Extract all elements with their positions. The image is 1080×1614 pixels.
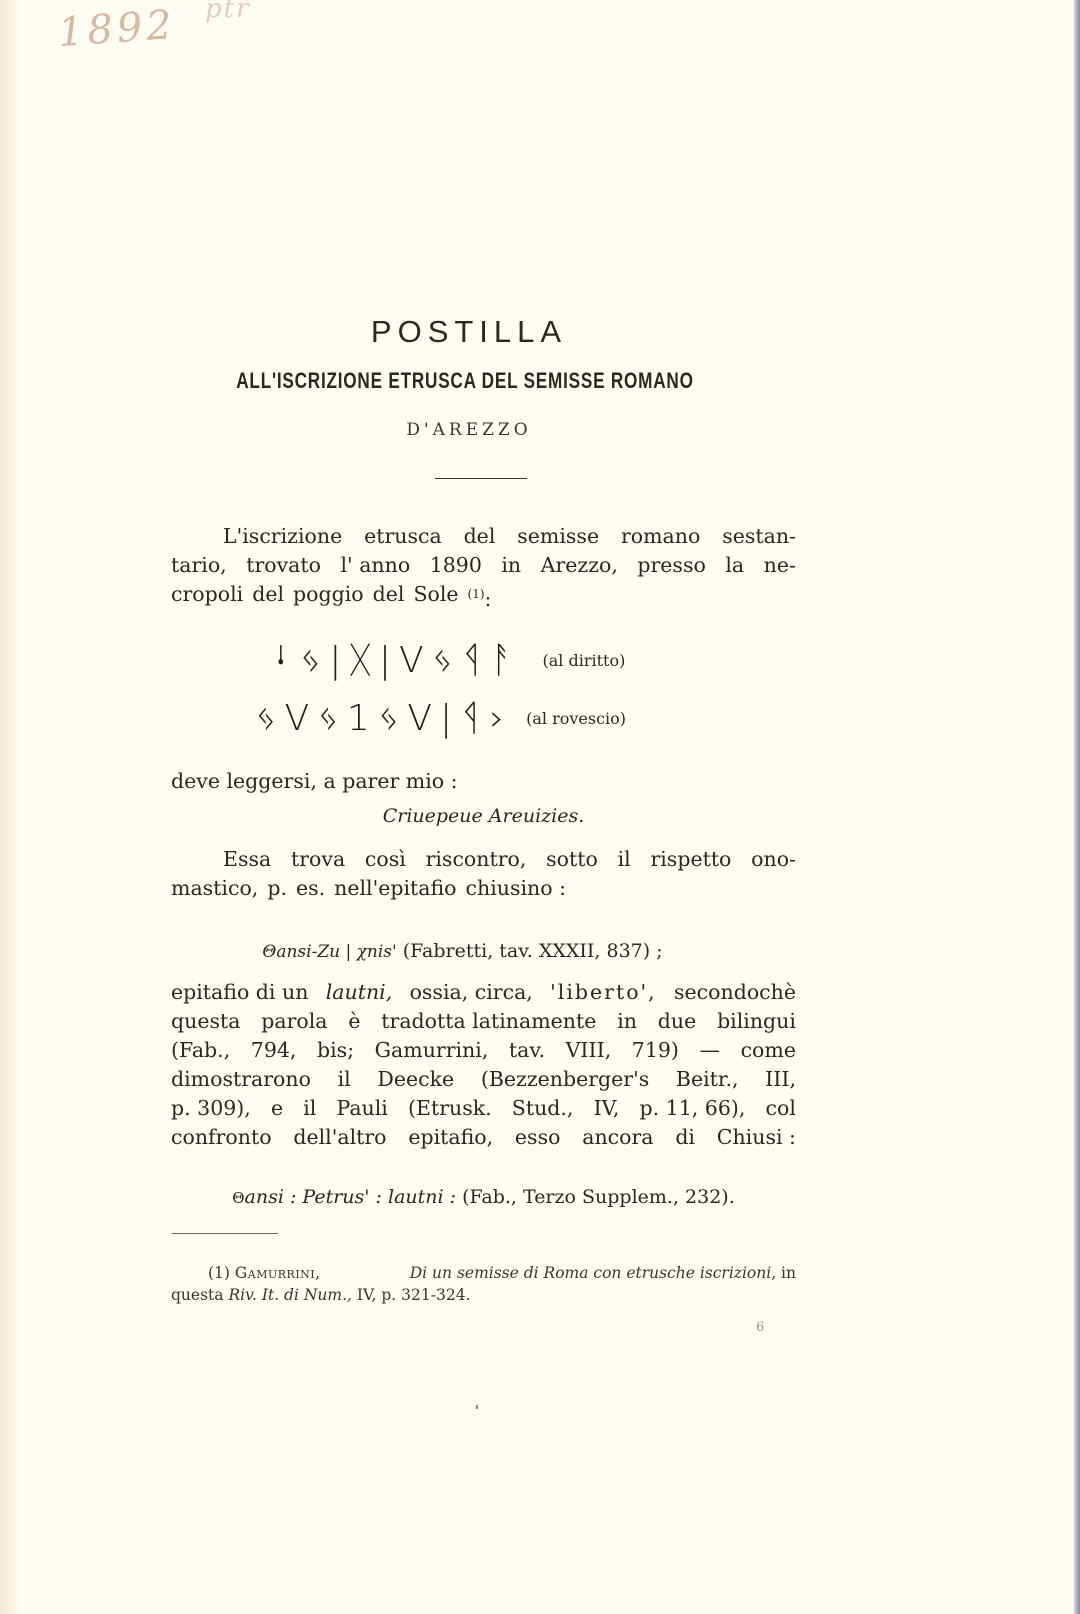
epitaph-text: Θansi-Zu | χnis'	[262, 942, 397, 962]
text-segment: secondochè	[674, 980, 796, 1004]
word: p. 309),	[171, 1096, 251, 1120]
epitaph-text: ansi : Petrus' : lautni :	[244, 1186, 457, 1208]
word: ne-	[763, 553, 796, 577]
italic-term: lautni,	[325, 980, 393, 1004]
page-subtitle: ALL'ISCRIZIONE ETRUSCA DEL SEMISSE ROMANO	[236, 368, 694, 393]
word: romano	[620, 524, 701, 548]
text-segment: ossia, circa,	[409, 980, 533, 1004]
word: nell'epitafio	[334, 876, 457, 900]
page-title: POSTILLA	[370, 314, 568, 349]
word: di	[675, 1125, 695, 1149]
word: III,	[765, 1067, 796, 1091]
word: del	[463, 524, 496, 548]
footnote-author: Gamurrini,	[234, 1264, 321, 1282]
text-line: deve leggersi, a parer mio :	[171, 769, 458, 793]
word: l' anno	[340, 553, 411, 577]
page-number: 6	[756, 1320, 765, 1335]
text-segment: IV, p. 321-324.	[356, 1286, 471, 1304]
text-line	[171, 874, 796, 903]
epitaph-example-2	[171, 1186, 796, 1208]
epitaph-citation: (Fab., Terzo Supplem., 232).	[462, 1186, 735, 1208]
word: è	[348, 1009, 361, 1033]
epitaph-example-1	[150, 940, 775, 962]
footnote-work-title: Di un semisse di Roma con etrusche iscrizioni	[409, 1264, 772, 1282]
word: dell'altro	[293, 1125, 387, 1149]
word: sotto	[546, 847, 598, 871]
paragraph-4	[171, 978, 796, 1152]
word: Sole	[413, 582, 459, 606]
word: come	[740, 1038, 796, 1062]
footnote-number: (1)	[208, 1264, 230, 1282]
text-segment: epitafio di un	[171, 980, 309, 1004]
word: rispetto	[650, 847, 732, 871]
inscription-label: (al rovescio)	[526, 709, 627, 728]
handwritten-margin-note: ptr	[205, 0, 251, 24]
word: la	[725, 553, 745, 577]
word: in	[501, 553, 522, 577]
title-divider	[435, 478, 527, 479]
word: Beitr.,	[675, 1067, 739, 1091]
text-segment: questa	[171, 1286, 224, 1304]
scan-speck	[476, 1405, 478, 1409]
etruscan-reading: Criuepeue Areuizies.	[382, 805, 585, 827]
word: (Etrusk.	[408, 1096, 492, 1120]
word: Essa	[223, 847, 272, 871]
word: (Bezzenberger's	[480, 1067, 650, 1091]
word: questa	[171, 1009, 241, 1033]
scan-left-shadow	[0, 0, 22, 1614]
word: cropoli	[171, 582, 244, 606]
text-line	[171, 1036, 796, 1065]
word: tario,	[171, 553, 227, 577]
word: col	[765, 1096, 796, 1120]
paragraph-2	[171, 767, 796, 796]
footnote-divider	[172, 1233, 278, 1234]
text-line	[171, 1065, 796, 1094]
word: L'iscrizione	[223, 524, 343, 548]
word: due	[657, 1009, 697, 1033]
word: trova	[290, 847, 346, 871]
inscription-obverse	[270, 640, 625, 681]
inscription-reverse	[255, 698, 626, 739]
text-line	[171, 1094, 796, 1123]
word: p.	[267, 876, 287, 900]
word: Deecke	[377, 1067, 455, 1091]
word: il	[303, 1096, 317, 1120]
word: bilingui	[717, 1009, 796, 1033]
word: Chiusi :	[716, 1125, 796, 1149]
word: tradotta latinamente	[381, 1009, 597, 1033]
word: Arezzo,	[540, 553, 618, 577]
text-line	[171, 978, 796, 1007]
word: IV,	[593, 1096, 620, 1120]
word: bis;	[317, 1038, 355, 1062]
word: poggio	[293, 582, 364, 606]
theta-glyph: Θ	[232, 1189, 245, 1207]
word: tav.	[508, 1038, 546, 1062]
word: così	[364, 847, 406, 871]
word: riscontro,	[425, 847, 527, 871]
word: esso	[514, 1125, 561, 1149]
paragraph-1	[171, 522, 796, 614]
handwritten-margin-number: 1892	[56, 1, 178, 57]
inscription-label: (al diritto)	[542, 651, 626, 670]
punctuation: :	[484, 586, 492, 611]
footnote-reference[interactable]: (1)	[467, 587, 485, 601]
word: dimostrarono	[171, 1067, 311, 1091]
word: parola	[261, 1009, 328, 1033]
word: es.	[295, 876, 326, 900]
word: Stud.,	[511, 1096, 574, 1120]
word: il	[337, 1067, 351, 1091]
word: trovato	[246, 553, 321, 577]
text-line	[171, 551, 796, 580]
etruscan-glyphs: ᛍᛃ|ᚷ|Vᛃᛩᚨ	[270, 640, 521, 681]
word: presso	[637, 553, 706, 577]
word: 719)	[631, 1038, 679, 1062]
footnote-journal: Riv. It. di Num.,	[228, 1286, 352, 1304]
word: del	[252, 582, 285, 606]
footnote-line	[171, 1284, 796, 1306]
word: ancora	[582, 1125, 654, 1149]
word: —	[699, 1038, 720, 1062]
text-segment: , in	[771, 1264, 796, 1282]
word: mastico,	[171, 876, 259, 900]
word: sestan-	[722, 524, 796, 548]
word: epitafio,	[408, 1125, 494, 1149]
word: chiusino :	[465, 876, 567, 900]
word: in	[617, 1009, 637, 1033]
word: p. 11, 66),	[639, 1096, 746, 1120]
text-line	[171, 580, 796, 614]
word: (Fab.,	[171, 1038, 231, 1062]
paragraph-3	[171, 845, 796, 903]
scan-edge-strip	[1074, 0, 1080, 1614]
text-line	[171, 522, 796, 551]
word: etrusca	[364, 524, 442, 548]
word: semisse	[517, 524, 600, 548]
etruscan-glyphs: ᛃVᛃ1ᛃV|ᛩ›	[255, 698, 513, 739]
text-line	[171, 1123, 796, 1152]
page-place-heading: D'AREZZO	[406, 420, 532, 440]
word: Pauli	[336, 1096, 388, 1120]
spaced-term: 'liberto',	[550, 980, 657, 1004]
text-line	[171, 1007, 796, 1036]
text-line	[171, 845, 796, 874]
word: 794,	[250, 1038, 297, 1062]
footnote-line	[171, 1262, 796, 1284]
word: il	[617, 847, 631, 871]
word: VIII,	[565, 1038, 612, 1062]
footnote-1	[171, 1262, 796, 1306]
word: del	[372, 582, 405, 606]
word: 1890	[429, 553, 482, 577]
epitaph-citation: (Fabretti, tav. XXXII, 837) ;	[402, 940, 663, 962]
word: Gamurrini,	[374, 1038, 489, 1062]
word: e	[270, 1096, 284, 1120]
word: confronto	[171, 1125, 272, 1149]
word: ono-	[751, 847, 796, 871]
